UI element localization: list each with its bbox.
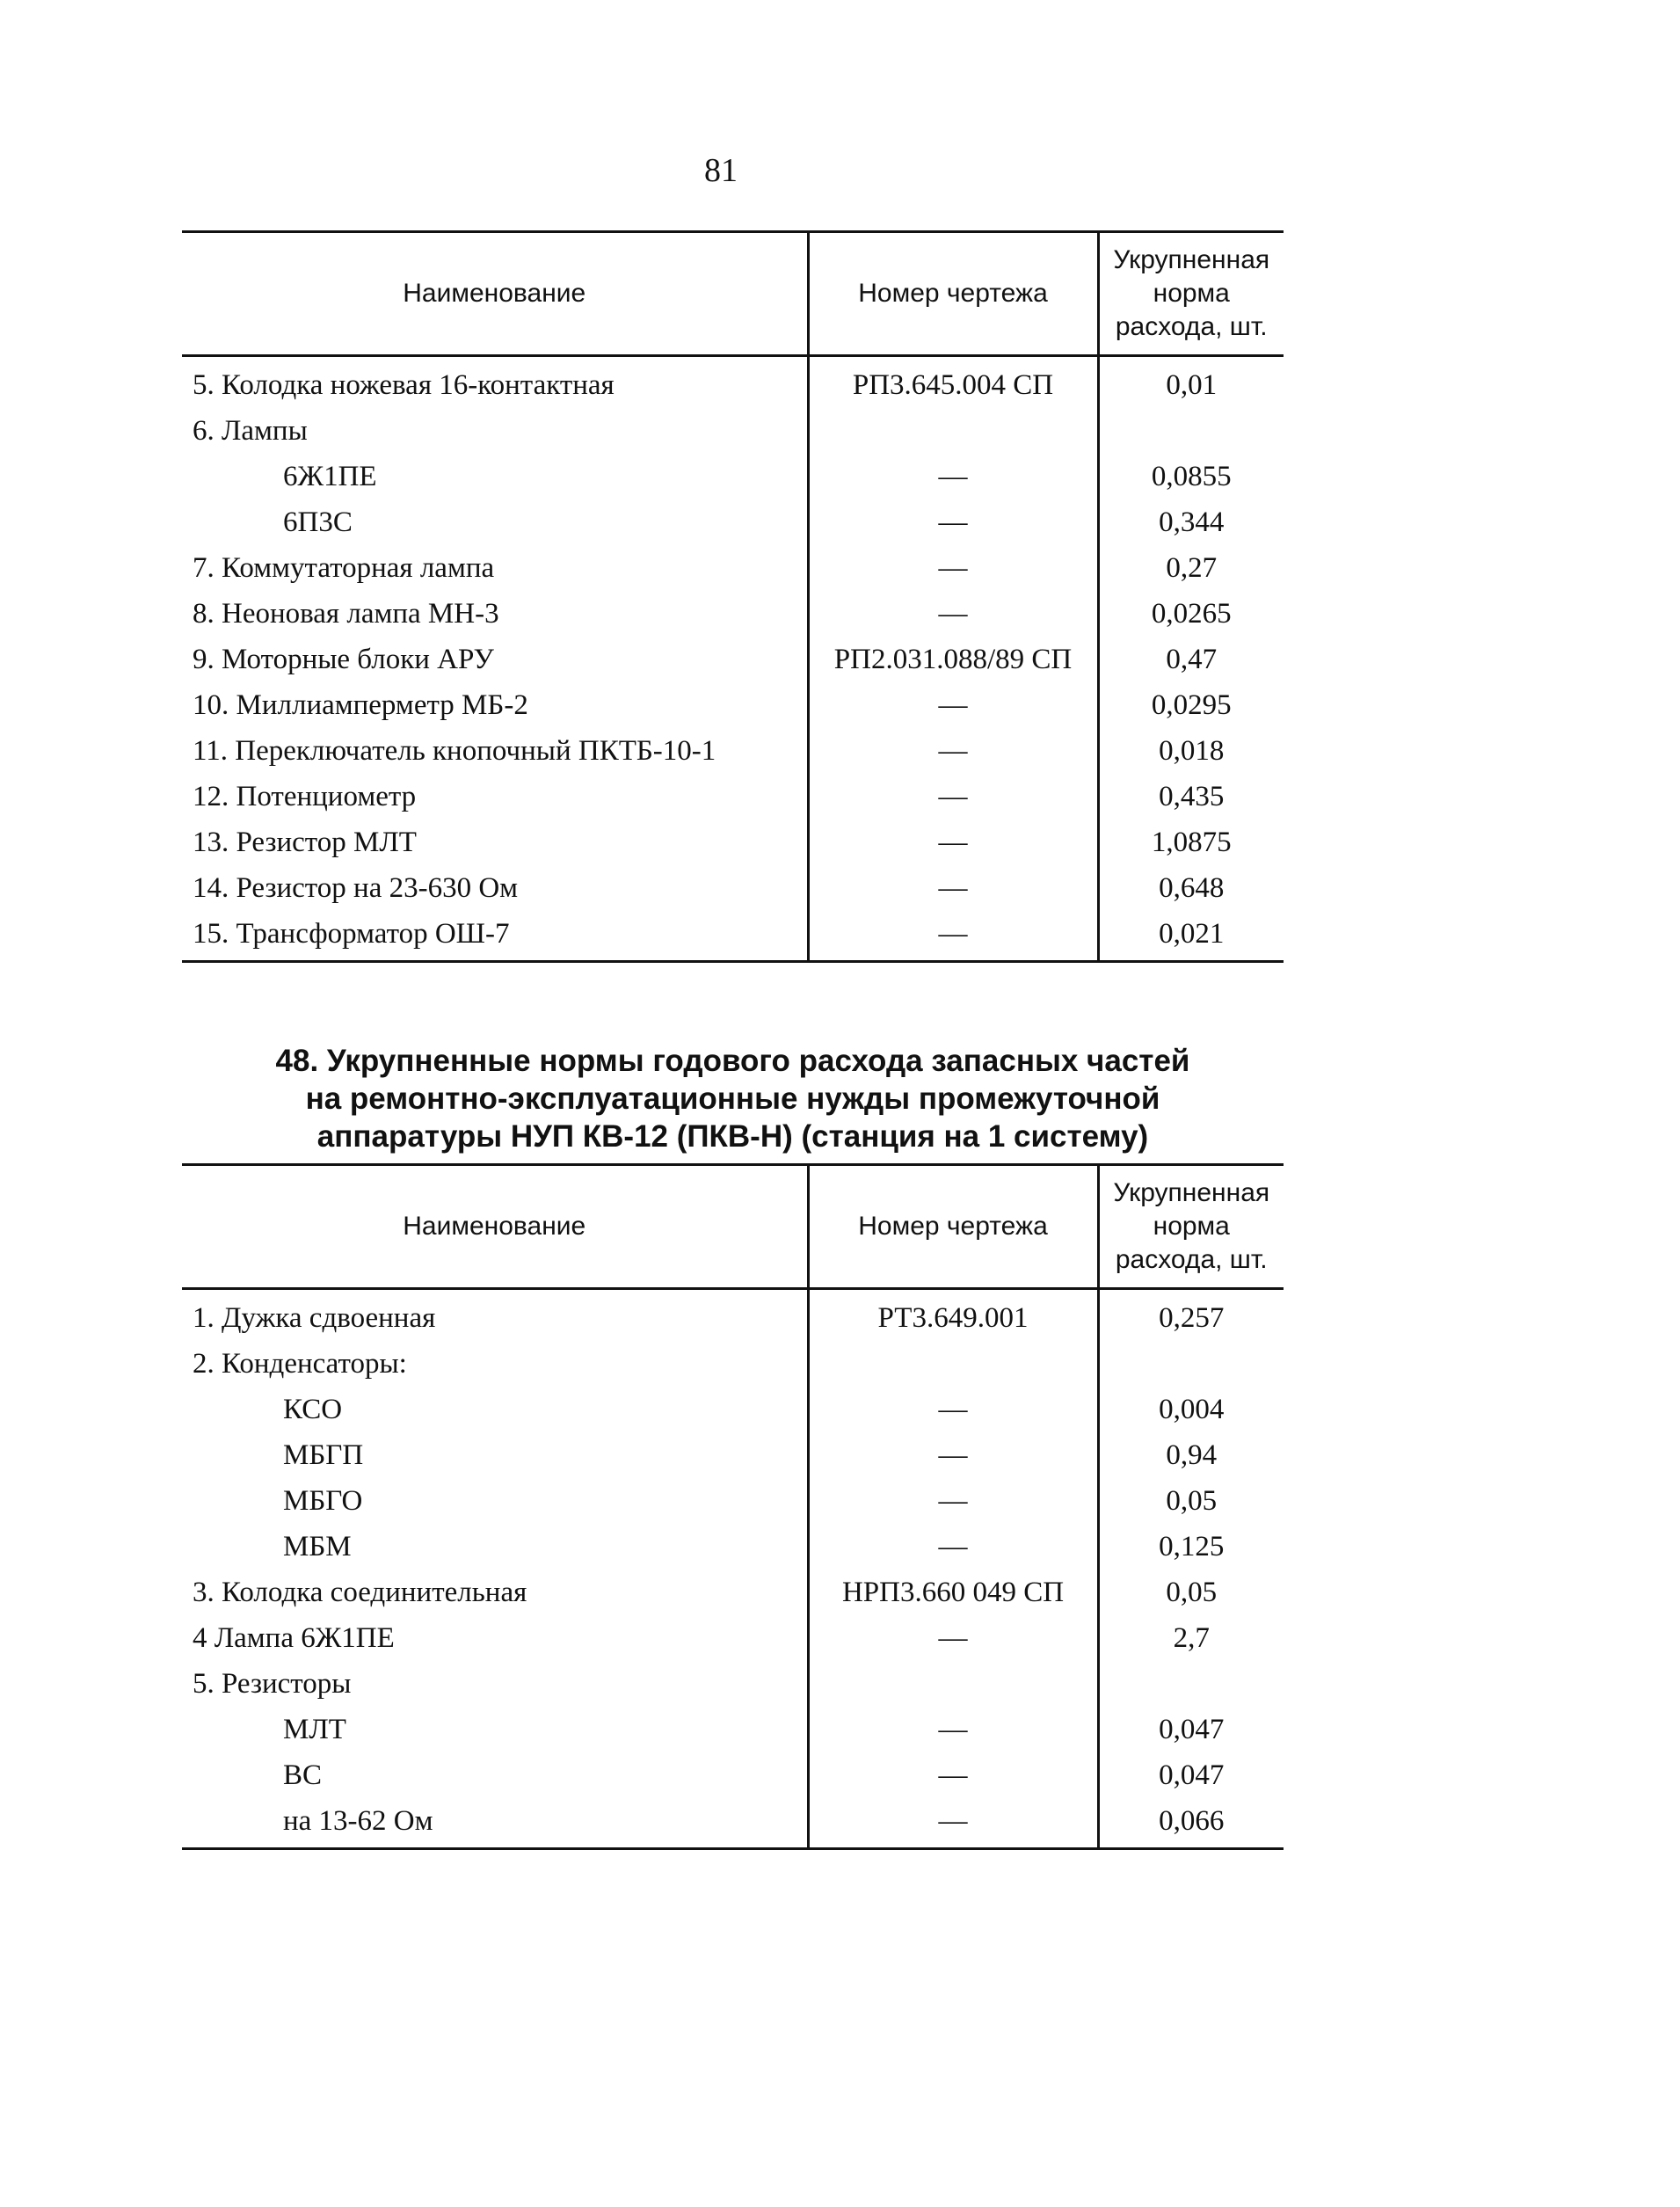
item-name: МЛТ bbox=[283, 1713, 346, 1745]
item-name: 6П3С bbox=[283, 506, 353, 538]
item-name: КСО bbox=[283, 1393, 343, 1425]
table-row bbox=[182, 1432, 1284, 1478]
item-name: 6. Лампы bbox=[193, 414, 308, 447]
norm-value: 0,01 bbox=[1098, 356, 1284, 409]
norm-value: 2,7 bbox=[1098, 1615, 1284, 1661]
table-row bbox=[182, 728, 1284, 774]
table-row bbox=[182, 1524, 1284, 1570]
item-name: 10. Миллиамперметр МБ-2 bbox=[193, 688, 528, 721]
page-number: 81 bbox=[704, 152, 738, 189]
drawing-number: РП3.645.004 СП bbox=[808, 356, 1098, 409]
drawing-number: — bbox=[808, 499, 1098, 545]
norm-value: 0,05 bbox=[1098, 1570, 1284, 1615]
drawing-number: — bbox=[808, 865, 1098, 911]
drawing-number: — bbox=[808, 591, 1098, 637]
table-row bbox=[182, 865, 1284, 911]
table-row bbox=[182, 1341, 1284, 1387]
table-caption bbox=[182, 1042, 1284, 1155]
norm-value: 0,004 bbox=[1098, 1387, 1284, 1432]
item-name: 13. Резистор МЛТ bbox=[193, 826, 417, 858]
norm-value: 0,0295 bbox=[1098, 682, 1284, 728]
table-row bbox=[182, 1707, 1284, 1752]
norm-value: 0,066 bbox=[1098, 1798, 1284, 1849]
item-name: 5. Колодка ножевая 16-контактная bbox=[193, 368, 615, 401]
drawing-number: — bbox=[808, 774, 1098, 819]
drawing-number: — bbox=[808, 1432, 1098, 1478]
norm-value: 0,018 bbox=[1098, 728, 1284, 774]
drawing-number bbox=[808, 1661, 1098, 1707]
item-name: МБГП bbox=[283, 1439, 364, 1471]
caption-line: на ремонтно-эксплуатационные нужды промежуточной bbox=[305, 1082, 1160, 1116]
norm-value: 0,47 bbox=[1098, 637, 1284, 682]
column-header-norm bbox=[1098, 232, 1284, 356]
column-header-norm bbox=[1098, 1165, 1284, 1289]
item-name: 2. Конденсаторы: bbox=[193, 1347, 407, 1380]
column-header-name: Наименование bbox=[182, 1165, 808, 1289]
item-name: 4 Лампа 6Ж1ПЕ bbox=[193, 1621, 395, 1654]
drawing-number bbox=[808, 408, 1098, 454]
table-row bbox=[182, 1661, 1284, 1707]
norm-value: 0,0265 bbox=[1098, 591, 1284, 637]
column-header-name: Наименование bbox=[182, 232, 808, 356]
table-row bbox=[182, 1289, 1284, 1342]
norm-header-line: расхода, шт. bbox=[1115, 312, 1268, 341]
drawing-number: — bbox=[808, 819, 1098, 865]
spare-parts-table-48 bbox=[182, 1163, 1284, 1850]
item-name: 8. Неоновая лампа МН-3 bbox=[193, 597, 499, 630]
drawing-number: — bbox=[808, 1752, 1098, 1798]
drawing-number: — bbox=[808, 1798, 1098, 1849]
item-name: 1. Дужка сдвоенная bbox=[193, 1301, 436, 1334]
item-name: МБМ bbox=[283, 1530, 352, 1562]
item-name: 14. Резистор на 23-630 Ом bbox=[193, 871, 519, 904]
drawing-number: РП2.031.088/89 СП bbox=[808, 637, 1098, 682]
caption-line: 48. Укрупненные нормы годового расхода запасных частей bbox=[275, 1044, 1190, 1078]
item-name: ВС bbox=[283, 1759, 323, 1791]
drawing-number: — bbox=[808, 1615, 1098, 1661]
column-header-drawing: Номер чертежа bbox=[808, 232, 1098, 356]
norm-header-line: Укрупненная bbox=[1113, 245, 1270, 274]
table-row bbox=[182, 819, 1284, 865]
drawing-number: — bbox=[808, 728, 1098, 774]
table-row bbox=[182, 1798, 1284, 1849]
table-row bbox=[182, 637, 1284, 682]
item-name: 11. Переключатель кнопочный ПКТБ-10-1 bbox=[193, 734, 716, 767]
table-row bbox=[182, 356, 1284, 409]
table-row bbox=[182, 1478, 1284, 1524]
drawing-number: — bbox=[808, 682, 1098, 728]
norm-value: 1,0875 bbox=[1098, 819, 1284, 865]
norm-value bbox=[1098, 1661, 1284, 1707]
caption-line: аппаратуры НУП КВ-12 (ПКВ-Н) (станция на 1 систему) bbox=[316, 1119, 1149, 1154]
drawing-number: РТ3.649.001 bbox=[808, 1289, 1098, 1342]
norm-value: 0,435 bbox=[1098, 774, 1284, 819]
drawing-number bbox=[808, 1341, 1098, 1387]
table-row bbox=[182, 774, 1284, 819]
item-name: 9. Моторные блоки АРУ bbox=[193, 643, 494, 675]
table-row bbox=[182, 408, 1284, 454]
item-name: 6Ж1ПЕ bbox=[283, 460, 377, 492]
item-name: 15. Трансформатор ОШ-7 bbox=[193, 917, 510, 950]
norm-value: 0,27 bbox=[1098, 545, 1284, 591]
drawing-number: — bbox=[808, 1707, 1098, 1752]
norm-value: 0,648 bbox=[1098, 865, 1284, 911]
item-name: 3. Колодка соединительная bbox=[193, 1576, 527, 1608]
table-row bbox=[182, 591, 1284, 637]
table-row bbox=[182, 545, 1284, 591]
norm-value: 0,257 bbox=[1098, 1289, 1284, 1342]
norm-value: 0,021 bbox=[1098, 911, 1284, 962]
column-header-drawing: Номер чертежа bbox=[808, 1165, 1098, 1289]
item-name: на 13-62 Ом bbox=[283, 1804, 433, 1837]
norm-value: 0,047 bbox=[1098, 1707, 1284, 1752]
drawing-number: — bbox=[808, 911, 1098, 962]
item-name: 7. Коммутаторная лампа bbox=[193, 551, 495, 584]
norm-header-line: норма bbox=[1153, 1212, 1230, 1241]
drawing-number: — bbox=[808, 1524, 1098, 1570]
item-name: МБГО bbox=[283, 1484, 363, 1517]
table-row bbox=[182, 1387, 1284, 1432]
item-name: 12. Потенциометр bbox=[193, 780, 417, 812]
norm-value bbox=[1098, 1341, 1284, 1387]
table-row bbox=[182, 1615, 1284, 1661]
norm-value: 0,047 bbox=[1098, 1752, 1284, 1798]
drawing-number: — bbox=[808, 1387, 1098, 1432]
table-row bbox=[182, 499, 1284, 545]
norm-value: 0,05 bbox=[1098, 1478, 1284, 1524]
norm-value: 0,125 bbox=[1098, 1524, 1284, 1570]
norm-header-line: Укрупненная bbox=[1113, 1178, 1270, 1207]
drawing-number: — bbox=[808, 454, 1098, 499]
drawing-number: НРП3.660 049 СП bbox=[808, 1570, 1098, 1615]
norm-value: 0,94 bbox=[1098, 1432, 1284, 1478]
table-header-row bbox=[182, 232, 1284, 356]
norm-value: 0,344 bbox=[1098, 499, 1284, 545]
norm-value: 0,0855 bbox=[1098, 454, 1284, 499]
item-name: 5. Резисторы bbox=[193, 1667, 352, 1700]
table-row bbox=[182, 1752, 1284, 1798]
norm-value bbox=[1098, 408, 1284, 454]
table-row bbox=[182, 682, 1284, 728]
norm-header-line: норма bbox=[1153, 279, 1230, 308]
drawing-number: — bbox=[808, 1478, 1098, 1524]
norm-header-line: расхода, шт. bbox=[1115, 1245, 1268, 1274]
table-row bbox=[182, 454, 1284, 499]
table-row bbox=[182, 1570, 1284, 1615]
table-row bbox=[182, 911, 1284, 962]
spare-parts-table-continued bbox=[182, 230, 1284, 963]
table-header-row bbox=[182, 1165, 1284, 1289]
drawing-number: — bbox=[808, 545, 1098, 591]
